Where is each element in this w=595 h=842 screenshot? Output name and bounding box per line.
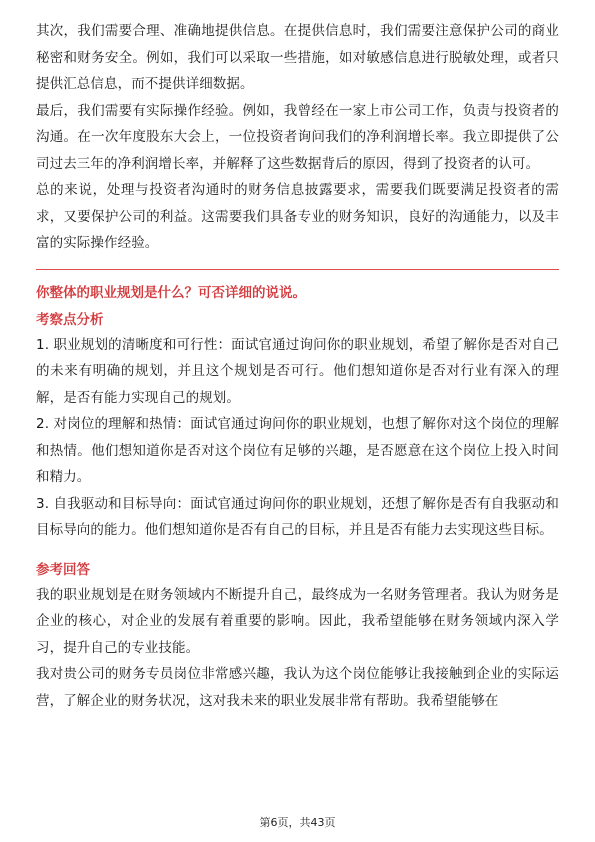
reference-heading: 参考回答 bbox=[36, 561, 90, 578]
page-number: 第6页，共43页 bbox=[259, 816, 336, 829]
reference-paragraph-2: 我对贵公司的财务专员岗位非常感兴趣，我认为这个岗位能够让我接触到企业的实际运营，了解企业的财务状况，这对我未来的职业发展非常有帮助。我希望能够在 bbox=[36, 666, 559, 709]
intro-paragraph-3: 总的来说，处理与投资者沟通时的财务信息披露要求，需要我们既要满足投资者的需求，又要保护公司的利益。这需要我们具备专业的财务知识，良好的沟通能力，以及丰富的实际操作经验。 bbox=[36, 182, 559, 251]
intro-paragraph-1: 其次，我们需要合理、准确地提供信息。在提供信息时，我们需要注意保护公司的商业秘密和财务安全。例如，我们可以采取一些措施，如对敏感信息进行脱敏处理，或者只提供汇总信息，而不提供详细数据。 bbox=[36, 23, 559, 92]
page-content bbox=[36, 18, 559, 714]
reference-paragraph-1: 我的职业规划是在财务领域内不断提升自己，最终成为一名财务管理者。我认为财务是企业的核心，对企业的发展有着重要的影响。因此，我希望能够在财务领域内深入学习，提升自己的专业技能。 bbox=[36, 586, 559, 656]
section-divider bbox=[36, 269, 559, 270]
analysis-heading: 考察点分析 bbox=[36, 311, 104, 328]
analysis-item-2: 2. 对岗位的理解和热情：面试官通过询问你的职业规划，也想了解你对这个岗位的理解和热情。他们想知道你是否对这个岗位有足够的兴趣，是否愿意在这个岗位上投入时间和精力。 bbox=[36, 416, 559, 485]
analysis-item-1: 1. 职业规划的清晰度和可行性：面试官通过询问你的职业规划，希望了解你是否对自己的未来有明确的规划，并且这个规划是否可行。他们想知道你是否对行业有深入的理解，是否有能力实现自己的规划。 bbox=[36, 336, 559, 406]
question-title: 你整体的职业规划是什么？可否详细的说说。 bbox=[36, 284, 306, 301]
intro-paragraph-2: 最后，我们需要有实际操作经验。例如，我曾经在一家上市公司工作，负责与投资者的沟通。在一次年度股东大会上，一位投资者询问我们的净利润增长率。我立即提供了公司过去三年的净利润增长率，并解释了这些数据背后的原因，得到了投资者的认可。 bbox=[36, 102, 559, 172]
analysis-item-3: 3. 自我驱动和目标导向：面试官通过询问你的职业规划，还想了解你是否有自我驱动和目标导向的能力。他们想知道你是否有自己的目标，并且是否有能力去实现这些目标。 bbox=[36, 495, 559, 538]
